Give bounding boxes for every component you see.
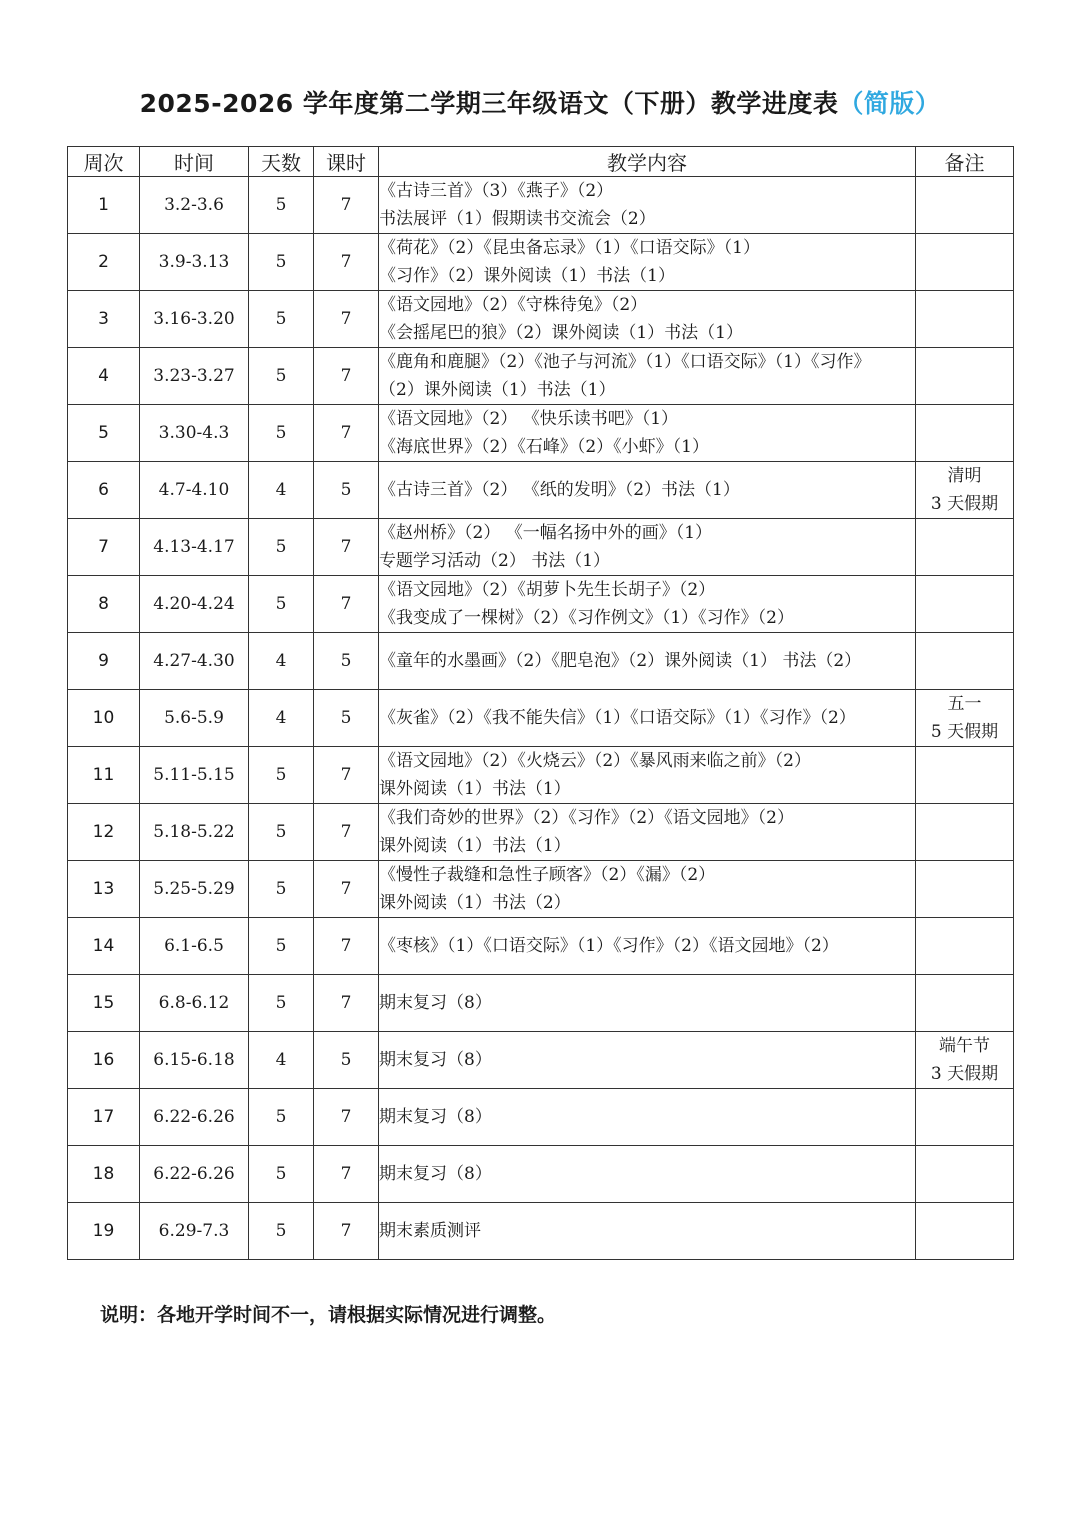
days-cell: 5 — [249, 405, 314, 462]
hours-cell: 5 — [314, 633, 379, 690]
content-line: 《灰雀》（2）《我不能失信》（1）《口语交际》（1）《习作》（2） — [379, 708, 856, 728]
content-cell — [379, 975, 916, 1032]
days-cell: 5 — [249, 519, 314, 576]
days-cell: 4 — [249, 462, 314, 519]
content-line: 期末复习（8） — [379, 1107, 492, 1127]
note-cell — [916, 1146, 1014, 1203]
note-line: 清明 — [947, 466, 982, 486]
content-line: 《语文园地》（2）《火烧云》（2）《暴风雨来临之前》（2） — [379, 751, 811, 771]
week-cell: 19 — [68, 1203, 140, 1260]
days-cell: 5 — [249, 1203, 314, 1260]
hours-cell: 7 — [314, 576, 379, 633]
hours-cell: 7 — [314, 291, 379, 348]
content-cell — [379, 177, 916, 234]
title-main: 2025-2026 学年度第二学期三年级语文（下册）教学进度表 — [139, 89, 839, 118]
schedule-table — [67, 146, 1014, 1260]
table-row — [68, 519, 1014, 576]
time-cell: 6.8-6.12 — [140, 975, 249, 1032]
days-cell: 5 — [249, 1146, 314, 1203]
table-row — [68, 1089, 1014, 1146]
time-cell: 3.9-3.13 — [140, 234, 249, 291]
note-line: 五一 — [947, 694, 982, 714]
content-line: 专题学习活动（2） 书法（1） — [379, 551, 611, 571]
days-cell: 5 — [249, 576, 314, 633]
header-content: 教学内容 — [379, 147, 916, 177]
week-cell: 15 — [68, 975, 140, 1032]
table-row — [68, 918, 1014, 975]
content-cell — [379, 291, 916, 348]
note-cell — [916, 519, 1014, 576]
week-cell: 5 — [68, 405, 140, 462]
content-line: 《语文园地》（2）《守株待兔》（2） — [379, 295, 648, 315]
content-line: 《荷花》（2）《昆虫备忘录》（1）《口语交际》（1） — [379, 238, 760, 258]
table-row — [68, 1203, 1014, 1260]
content-cell — [379, 690, 916, 747]
content-line: 《习作》（2）课外阅读（1）书法（1） — [379, 266, 675, 286]
days-cell: 5 — [249, 291, 314, 348]
week-cell: 3 — [68, 291, 140, 348]
note-cell — [916, 234, 1014, 291]
content-cell — [379, 462, 916, 519]
week-cell: 9 — [68, 633, 140, 690]
table-row — [68, 804, 1014, 861]
time-cell: 4.7-4.10 — [140, 462, 249, 519]
note-line: 5 天假期 — [930, 722, 999, 742]
table-row — [68, 747, 1014, 804]
time-cell: 4.20-4.24 — [140, 576, 249, 633]
content-line: 期末复习（8） — [379, 993, 492, 1013]
content-cell — [379, 747, 916, 804]
content-cell — [379, 1203, 916, 1260]
time-cell: 5.18-5.22 — [140, 804, 249, 861]
content-cell — [379, 804, 916, 861]
time-cell: 5.25-5.29 — [140, 861, 249, 918]
note-cell — [916, 633, 1014, 690]
time-cell: 6.22-6.26 — [140, 1146, 249, 1203]
content-cell — [379, 861, 916, 918]
note-cell — [916, 1032, 1014, 1089]
table-row — [68, 861, 1014, 918]
hours-cell: 7 — [314, 747, 379, 804]
content-line: 《海底世界》（2）《石峰》（2）《小虾》（1） — [379, 437, 709, 457]
hours-cell: 7 — [314, 519, 379, 576]
hours-cell: 7 — [314, 975, 379, 1032]
content-line: 《古诗三首》（3）《燕子》（2） — [379, 181, 614, 201]
hours-cell: 7 — [314, 1203, 379, 1260]
note-cell — [916, 1203, 1014, 1260]
time-cell: 3.2-3.6 — [140, 177, 249, 234]
note-cell — [916, 1089, 1014, 1146]
content-cell — [379, 633, 916, 690]
note-cell — [916, 861, 1014, 918]
hours-cell: 7 — [314, 234, 379, 291]
note-cell — [916, 405, 1014, 462]
note-cell — [916, 348, 1014, 405]
week-cell: 16 — [68, 1032, 140, 1089]
time-cell: 5.6-5.9 — [140, 690, 249, 747]
content-cell — [379, 348, 916, 405]
days-cell: 5 — [249, 975, 314, 1032]
note-cell — [916, 918, 1014, 975]
content-line: 《童年的水墨画》（2）《肥皂泡》（2）课外阅读（1） 书法（2） — [379, 651, 862, 671]
week-cell: 2 — [68, 234, 140, 291]
header-time: 时间 — [140, 147, 249, 177]
hours-cell: 7 — [314, 918, 379, 975]
days-cell: 5 — [249, 747, 314, 804]
time-cell: 3.16-3.20 — [140, 291, 249, 348]
note-line: 3 天假期 — [930, 1064, 999, 1084]
header-note: 备注 — [916, 147, 1014, 177]
days-cell: 5 — [249, 177, 314, 234]
note-cell — [916, 576, 1014, 633]
content-cell — [379, 405, 916, 462]
title-accent: （简版） — [838, 89, 941, 118]
hours-cell: 7 — [314, 861, 379, 918]
note-cell — [916, 747, 1014, 804]
content-line: 书法展评（1）假期读书交流会（2） — [379, 209, 656, 229]
hours-cell: 7 — [314, 405, 379, 462]
hours-cell: 7 — [314, 804, 379, 861]
week-cell: 18 — [68, 1146, 140, 1203]
time-cell: 4.27-4.30 — [140, 633, 249, 690]
header-week: 周次 — [68, 147, 140, 177]
content-line: 期末素质测评 — [379, 1221, 481, 1241]
time-cell: 6.1-6.5 — [140, 918, 249, 975]
hours-cell: 5 — [314, 1032, 379, 1089]
days-cell: 4 — [249, 690, 314, 747]
days-cell: 4 — [249, 1032, 314, 1089]
content-line: 《枣核》（1）《口语交际》（1）《习作》（2）《语文园地》（2） — [379, 936, 839, 956]
content-cell — [379, 519, 916, 576]
content-line: 《古诗三首》（2） 《纸的发明》（2）书法（1） — [379, 480, 740, 500]
content-line: 期末复习（8） — [379, 1050, 492, 1070]
content-cell — [379, 1032, 916, 1089]
content-line: 《我变成了一棵树》（2）《习作例文》（1）《习作》（2） — [379, 608, 794, 628]
page-title — [0, 84, 1080, 120]
note-cell — [916, 975, 1014, 1032]
table-row — [68, 291, 1014, 348]
week-cell: 13 — [68, 861, 140, 918]
note-line: 端午节 — [939, 1036, 990, 1056]
content-line: 期末复习（8） — [379, 1164, 492, 1184]
table-row — [68, 177, 1014, 234]
days-cell: 5 — [249, 918, 314, 975]
hours-cell: 5 — [314, 690, 379, 747]
content-cell — [379, 234, 916, 291]
hours-cell: 7 — [314, 348, 379, 405]
hours-cell: 7 — [314, 177, 379, 234]
time-cell: 6.15-6.18 — [140, 1032, 249, 1089]
table-row — [68, 1032, 1014, 1089]
note-cell — [916, 804, 1014, 861]
content-line: 《语文园地》（2）《胡萝卜先生长胡子》（2） — [379, 580, 716, 600]
content-line: 《鹿角和鹿腿》（2）《池子与河流》（1）《口语交际》（1）《习作》 — [379, 352, 871, 372]
week-cell: 12 — [68, 804, 140, 861]
hours-cell: 5 — [314, 462, 379, 519]
header-days: 天数 — [249, 147, 314, 177]
time-cell: 6.29-7.3 — [140, 1203, 249, 1260]
table-row — [68, 633, 1014, 690]
table-row — [68, 348, 1014, 405]
week-cell: 14 — [68, 918, 140, 975]
content-line: 《赵州桥》（2） 《一幅名扬中外的画》（1） — [379, 523, 713, 543]
content-cell — [379, 576, 916, 633]
content-line: 课外阅读（1）书法（2） — [379, 893, 571, 913]
week-cell: 8 — [68, 576, 140, 633]
header-row — [68, 147, 1014, 177]
footnote: 说明：各地开学时间不一，请根据实际情况进行调整。 — [100, 1304, 557, 1326]
week-cell: 10 — [68, 690, 140, 747]
table-row — [68, 690, 1014, 747]
content-line: 《慢性子裁缝和急性子顾客》（2）《漏》（2） — [379, 865, 716, 885]
content-cell — [379, 918, 916, 975]
time-cell: 3.23-3.27 — [140, 348, 249, 405]
days-cell: 4 — [249, 633, 314, 690]
table-row — [68, 975, 1014, 1032]
content-line: 课外阅读（1）书法（1） — [379, 779, 571, 799]
header-hours: 课时 — [314, 147, 379, 177]
week-cell: 7 — [68, 519, 140, 576]
note-line: 3 天假期 — [930, 494, 999, 514]
time-cell: 3.30-4.3 — [140, 405, 249, 462]
week-cell: 1 — [68, 177, 140, 234]
content-cell — [379, 1089, 916, 1146]
time-cell: 5.11-5.15 — [140, 747, 249, 804]
week-cell: 17 — [68, 1089, 140, 1146]
note-cell — [916, 690, 1014, 747]
content-line: 《我们奇妙的世界》（2）《习作》（2）《语文园地》（2） — [379, 808, 794, 828]
content-cell — [379, 1146, 916, 1203]
time-cell: 6.22-6.26 — [140, 1089, 249, 1146]
hours-cell: 7 — [314, 1089, 379, 1146]
time-cell: 4.13-4.17 — [140, 519, 249, 576]
week-cell: 11 — [68, 747, 140, 804]
content-line: 课外阅读（1）书法（1） — [379, 836, 571, 856]
days-cell: 5 — [249, 861, 314, 918]
table-row — [68, 462, 1014, 519]
note-cell — [916, 177, 1014, 234]
days-cell: 5 — [249, 234, 314, 291]
days-cell: 5 — [249, 1089, 314, 1146]
days-cell: 5 — [249, 804, 314, 861]
content-line: （2）课外阅读（1）书法（1） — [379, 380, 616, 400]
table-row — [68, 405, 1014, 462]
week-cell: 4 — [68, 348, 140, 405]
table-row — [68, 234, 1014, 291]
hours-cell: 7 — [314, 1146, 379, 1203]
content-line: 《会摇尾巴的狼》（2）课外阅读（1）书法（1） — [379, 323, 743, 343]
days-cell: 5 — [249, 348, 314, 405]
week-cell: 6 — [68, 462, 140, 519]
table-row — [68, 576, 1014, 633]
note-cell — [916, 462, 1014, 519]
content-line: 《语文园地》（2） 《快乐读书吧》（1） — [379, 409, 679, 429]
table-row — [68, 1146, 1014, 1203]
note-cell — [916, 291, 1014, 348]
